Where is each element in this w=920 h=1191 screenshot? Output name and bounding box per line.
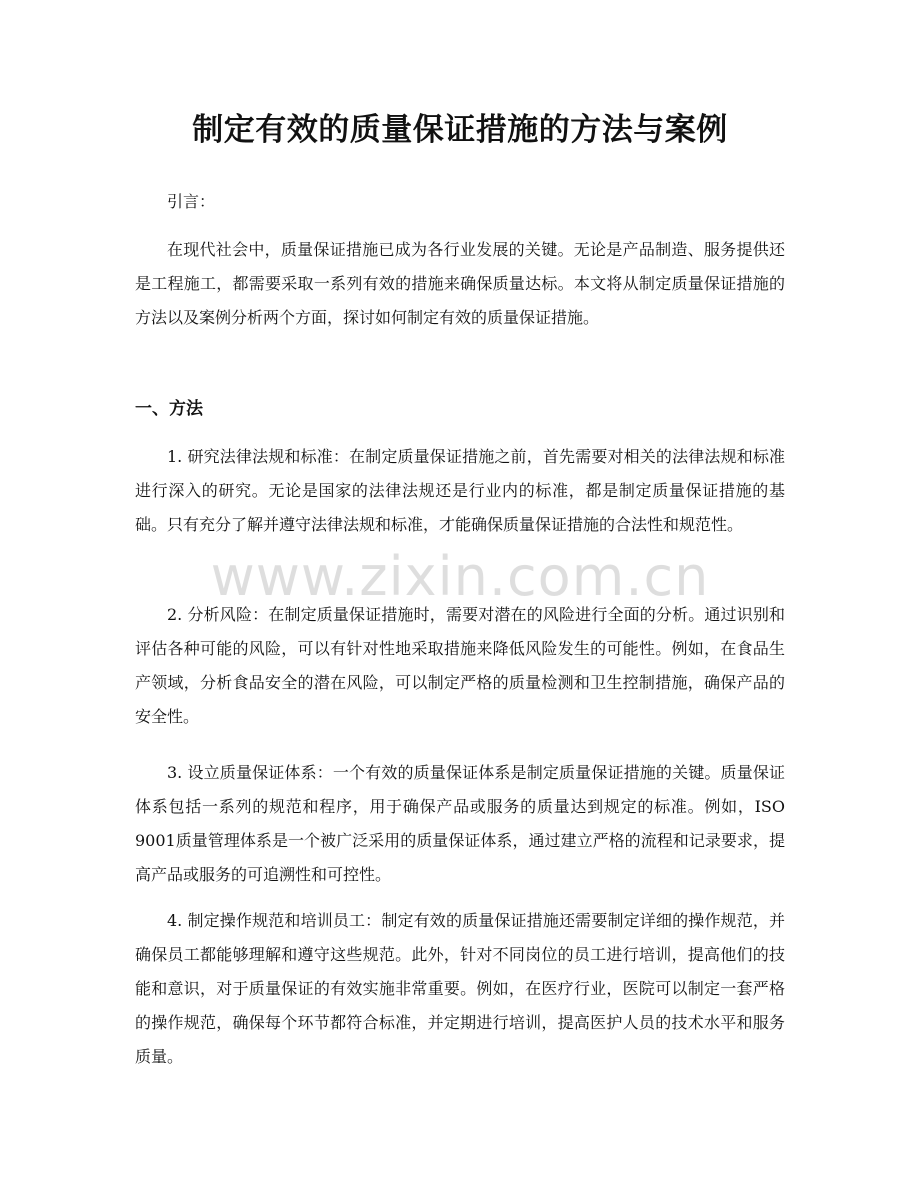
- intro-paragraph: 在现代社会中，质量保证措施已成为各行业发展的关键。无论是产品制造、服务提供还是工程施工，都需要采取一系列有效的措施来确保质量达标。本文将从制定质量保证措施的方法以及案例分析两个方面，探讨如何制定有效的质量保证措施。: [135, 240, 785, 327]
- method-item-1: 1. 研究法律法规和标准：在制定质量保证措施之前，首先需要对相关的法律法规和标准进行深入的研究。无论是国家的法律法规还是行业内的标准，都是制定质量保证措施的基础。只有充分了解并遵守法律法规和标准，才能确保质量保证措施的合法性和规范性。: [135, 447, 785, 534]
- intro-label: 引言：: [167, 192, 216, 211]
- method-item-3: 3. 设立质量保证体系：一个有效的质量保证体系是制定质量保证措施的关键。质量保证体系包括一系列的规范和程序，用于确保产品或服务的质量达到规定的标准。例如，ISO 9001质量管理体系是一个被广泛采用的质量保证体系，通过建立严格的流程和记录要求，提高产品或服务的可追溯性和可控性。: [135, 763, 785, 884]
- section-heading: 一、方法: [135, 399, 203, 419]
- watermark: www.zixin.com.cn: [210, 545, 710, 608]
- document-title: 制定有效的质量保证措施的方法与案例: [192, 112, 728, 148]
- method-item-4: 4. 制定操作规范和培训员工：制定有效的质量保证措施还需要制定详细的操作规范，并确保员工都能够理解和遵守这些规范。此外，针对不同岗位的员工进行培训，提高他们的技能和意识，对于质量保证的有效实施非常重要。例如，在医疗行业，医院可以制定一套严格的操作规范，确保每个环节都符合标准，并定期进行培训，提高医护人员的技术水平和服务质量。: [135, 911, 785, 1066]
- method-item-2: 2. 分析风险：在制定质量保证措施时，需要对潜在的风险进行全面的分析。通过识别和评估各种可能的风险，可以有针对性地采取措施来降低风险发生的可能性。例如，在食品生产领域，分析食品安全的潜在风险，可以制定严格的质量检测和卫生控制措施，确保产品的安全性。: [135, 605, 785, 726]
